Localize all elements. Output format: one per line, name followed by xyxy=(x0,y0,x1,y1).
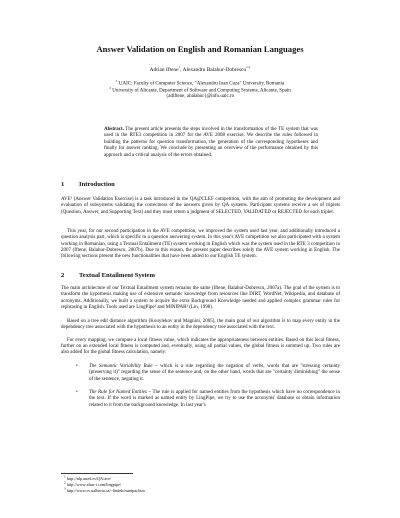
abstract xyxy=(104,127,318,159)
abstract-body: The present article presents the steps involved in the transformation of the TE system that was used in the RTE3 competition in 2007 for the AVE 2008 exercise. We describe the rules followed in building the patterns for question transformation, the generation of the corresponding hypotheses and finally for answer ranking. We conclude by presenting an overview of the performance obtained by this approach and a critical analysis of the errors obtained. xyxy=(104,127,318,158)
bullet-marker: • xyxy=(76,390,78,395)
section-heading-textual-entailment xyxy=(61,272,155,279)
affiliation-2-marker: 2 xyxy=(109,85,111,90)
bullet-item-named-entities xyxy=(89,390,340,409)
affiliation-emails xyxy=(0,94,400,100)
author-second-affil: 1,2 xyxy=(246,65,251,70)
footnote-3 xyxy=(64,488,145,493)
footnote-2 xyxy=(64,482,121,487)
section-number: 2 xyxy=(61,272,65,279)
te-paragraph-3: For every mapping, we compute a local fitness value, which indicates the appropriateness between entities. Based on this local fitness, further on an extended local fitness is computed and, eventually, using all partial values, the global fitness is summed up. Two rules are also added for the global fitness calculation, namely: xyxy=(61,337,340,356)
affiliation-1-text: UAIC: Faculty of Computer Science, "Alexandru Ioan Cuza" University, Romania xyxy=(117,81,285,87)
footnote-link: http://nlp.uned.es/QA/ave/ xyxy=(65,476,112,481)
section-title: Textual Entailment System xyxy=(79,272,155,279)
bullet-text: – which is a rule regarding the negation of verbs, words that are "stressing certainty (preserving it)" regarding the sense of the sentence and, on the other hand, words that are "certainty diminishing" the sense of the sentence, negating it. xyxy=(89,364,340,382)
author-line xyxy=(0,67,400,73)
section-title: Introduction xyxy=(79,181,115,188)
footnote-marker: 3 xyxy=(64,486,66,491)
section-heading-introduction xyxy=(61,181,115,188)
te-paragraph-1: The main architecture of our Textual Entailment system remains the same (Iftene, Balahur-Dobrescu, 2007a). The goal of the system is to transform the hypothesis making use of extensive semantic knowledge from resources like DIRT, WordNet, Wikipedia, and database of acronyms. Additionally, we built a system to acquire the extra Background Knowledge needed and applied complex grammar rules for rephrasing in English. Tools used are LingPipe² and MINIPAR³ (Lin, 1998). xyxy=(61,286,340,310)
paper-title: Answer Validation on English and Romanian Languages xyxy=(96,44,304,54)
bullet-text: – The rule is applied for named entities from the hypothesis which have no correspondence in the text. If the word is marked as named entity by LingPipe, we try to use the acronyms' database or obtain information related to it from the background knowledge. In last year's xyxy=(89,390,340,408)
footnote-link: http://www.cs.ualberta.ca/~lindek/minipar.htm xyxy=(65,488,145,493)
email-text: {adiftene, abalahur}@info.uaic.ro xyxy=(165,94,235,99)
footnote-marker: 1 xyxy=(64,474,66,479)
bullet-item-semantic-variability xyxy=(89,364,340,383)
bullet-term: The Semantic Variability Rule xyxy=(89,364,153,369)
footnote-divider xyxy=(61,473,133,474)
affiliation-2-text: University of Alicante, Department of Software and Computing Systems, Alicante, Spain xyxy=(111,88,291,94)
te-paragraph-2: Based on a tree edit distance algorithm (Kouylekov and Magnini, 2005), the main goal of our algorithm is to map every entity in the dependency tree associated with the hypothesis to an entity in the dependency tree associated with the text. xyxy=(61,318,340,330)
intro-paragraph-2: This year, for our second participation in the AVE competition, we improved the system used last year, and additionally introduced a question analysis part, which is specific to a question answering system. In this year's AVE competition we also participated with a system working in Romanian, using a Textual Entailment (TE) system working in English which was the system used in the RTE 3 competition in 2007 (Iftene, Balahur-Dobrescu, 2007b). Due to this reason, the present paper describes solely the AVE system working in English. The following sections present the new functionalities that have been added to our English TE system. xyxy=(61,229,340,260)
abstract-label: Abstract. xyxy=(104,127,124,132)
footnote-1 xyxy=(64,476,111,481)
footnote-link: http://www.alias-i.com/lingpipe/ xyxy=(65,482,122,487)
author-second: , Alexandru Balahur-Dobrescu xyxy=(180,67,247,73)
intro-paragraph-1: AVE¹ (Answer Validation Exercise) is a task introduced in the QA@CLEF competition, with the aim of promoting the development and evaluation of subsystems validating the correctness of the answers given by QA systems. Participant systems receive a set of triplets (Question, Answer, and Supporting Text) and they must return a judgment of SELECTED, VALIDATED or REJECTED for each triplet. xyxy=(61,197,340,215)
author-first-affil: 1 xyxy=(178,65,181,70)
section-number: 1 xyxy=(61,181,65,188)
footnote-marker: 2 xyxy=(64,480,66,485)
author-first: Adrian Iftene xyxy=(149,67,179,73)
affiliation-1-marker: 1 xyxy=(115,79,118,83)
bullet-marker: • xyxy=(76,364,78,369)
bullet-term: The Rule for Named Entities xyxy=(89,390,147,395)
